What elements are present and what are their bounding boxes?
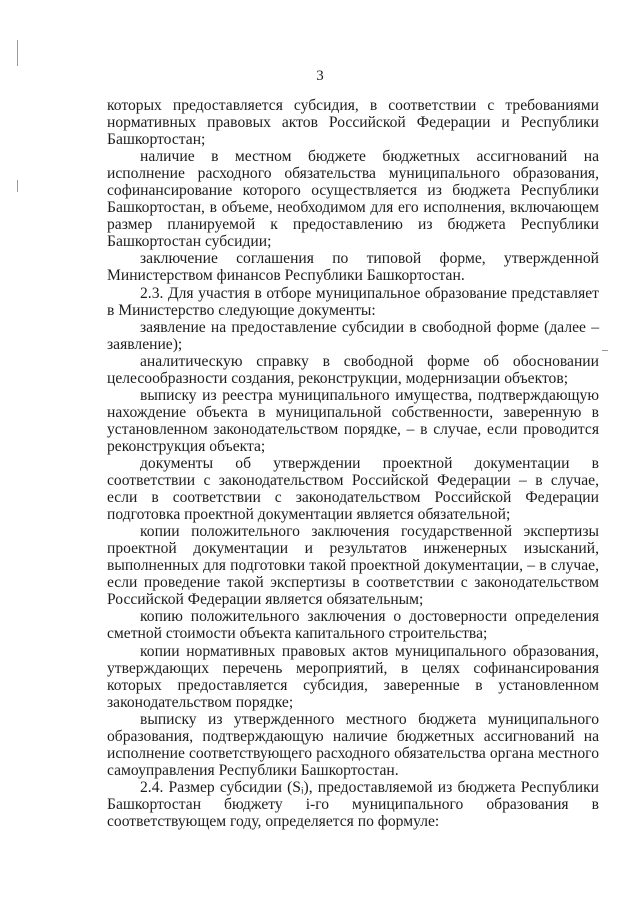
paragraph-municipal-acts: копии нормативных правовых актов муниципального образования, утверждающих перечень мероприятий, в целях софинансирования которых предоставляется субсидия, заверенные в установленном законодательством порядке;: [107, 642, 599, 711]
paragraph-state-expertise: копии положительного заключения государственной экспертизы проектной документации и результатов инженерных изысканий, выполненных для подготовки такой проектной документации, – в случае, если проведение такой экспертизы в соответствии с законодательством Российской Федерации является обязательным;: [107, 523, 599, 609]
paragraph-cost-reliability: копию положительного заключения о достоверности определения сметной стоимости объекта капитального строительства;: [107, 608, 599, 643]
page-number: 3: [316, 68, 324, 84]
paragraph-application: заявление на предоставление субсидии в свободной форме (далее – заявление);: [107, 318, 599, 353]
paragraph-budget-allocations: наличие в местном бюджете бюджетных ассигнований на исполнение расходного обязательства муниципального образования, софинансирование которого осуществляется из бюджета Республики Башкортостан, в объеме, необходимом для его исполнения, включающем размер планируемой к предоставлению из бюджета Республики Башкортостан субсидии;: [107, 148, 599, 251]
paragraph-budget-extract: выписку из утвержденного местного бюджета муниципального образования, подтверждающую наличие бюджетных ассигнований на исполнение соответствующего расходного обязательства органа местного самоуправления Республики Башкортостан.: [107, 710, 599, 779]
document-body: [107, 97, 599, 830]
paragraph-design-approval: документы об утверждении проектной документации в соответствии с законодательством Российской Федерации – в случае, если в соответствии с законодательством Российской Федерации подготовка проектной документации является обязательной;: [107, 454, 599, 524]
paragraph-section-2-3: 2.3. Для участия в отборе муниципальное образование представляет в Министерство следующие документы:: [107, 284, 599, 319]
paragraph-continuation: которых предоставляется субсидия, в соответствии с требованиями нормативных правовых актов Российской Федерации и Республики Башкортостан;: [107, 97, 599, 149]
scan-edge-mark: [17, 40, 18, 66]
paragraph-analytical-note: аналитическую справку в свободной форме об обосновании целесообразности создания, реконструкции, модернизации объектов;: [107, 352, 599, 387]
scan-edge-mark: [17, 180, 18, 192]
paragraph-section-2-4: 2.4. Размер субсидии (Sᵢ), предоставляемой из бюджета Республики Башкортостан бюджету i-го муниципального образования в соответствующем году, определяется по формуле:: [107, 778, 599, 830]
paragraph-registry-extract: выписку из реестра муниципального имущества, подтверждающую нахождение объекта в муниципальной собственности, заверенную в установленном законодательством порядке, – в случае, если проводится реконструкция объекта;: [107, 386, 599, 455]
paragraph-agreement: заключение соглашения по типовой форме, утвержденной Министерством финансов Республики Башкортостан.: [107, 250, 599, 285]
scan-speck: [602, 350, 608, 351]
